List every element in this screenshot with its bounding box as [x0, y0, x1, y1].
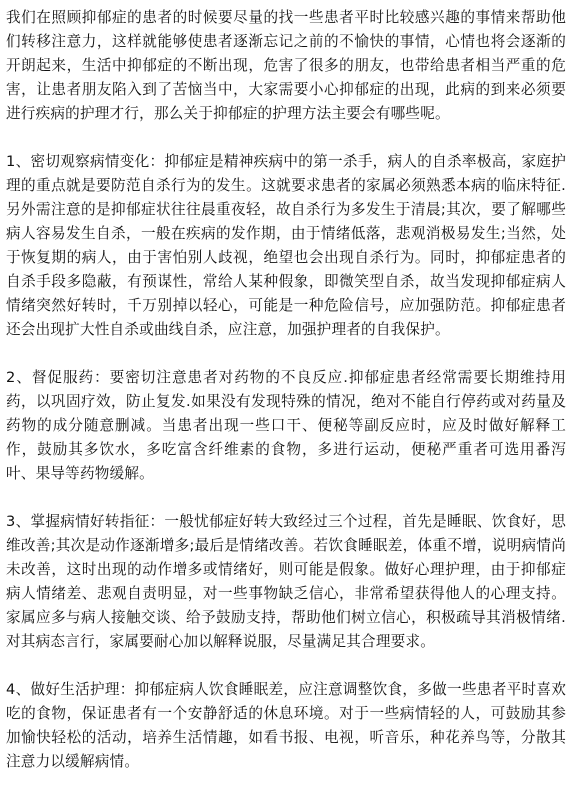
section-1-observe-condition: 1、密切观察病情变化：抑郁症是精神疾病中的第一杀手，病人的自杀率极高，家庭护理的重点就是要防范自杀行为的发生。这就要求患者的家属必须熟悉本病的临床特征.另外需注意的是抑郁症状往往晨重夜轻，故自杀行为多发生于清晨;其次，要了解哪些病人容易发生自杀，一般在疾病的发作期，由于情绪低落，悲观消极易发生;当然，处于恢复期的病人，由于害怕别人歧视，绝望也会出现自杀行为。同时，抑郁症患者的自杀手段多隐蔽，有预谋性，常给人某种假象，即微笑型自杀，故当发现抑郁症病人情绪突然好转时，千万别掉以轻心，可能是一种危险信号，应加强防范。抑郁症患者还会出现扩大性自杀或曲线自杀，应注意，加强护理者的自我保护。	[6, 153, 566, 338]
section-3-improvement-signs: 3、掌握病情好转指征：一般忧郁症好转大致经过三个过程，首先是睡眠、饮食好，思维改善;其次是动作逐渐增多;最后是情绪改善。若饮食睡眠差，体重不增，说明病情尚未改善，这时出现的动作增多或情绪好，则可能是假象。做好心理护理，由于抑郁症病人情绪差、悲观自责明显，对一些事物缺乏信心，非常希望获得他人的心理支持。家属应多与病人接触交谈、给予鼓励支持，帮助他们树立信心，积极疏导其消极情绪.对其病态言行，家属要耐心加以解释说服，尽量满足其合理要求。	[6, 513, 566, 650]
section-2-medication: 2、督促服药：要密切注意患者对药物的不良反应.抑郁症患者经常需要长期维持用药，以巩固疗效，防止复发.如果没有发现特殊的情况，绝对不能自行停药或对药量及药物的成分随意删减。当患者出现一些口干、便秘等副反应时，应及时做好解释工作，鼓励其多饮水，多吃富含纤维素的食物，多进行运动，便秘严重者可选用番泻叶、果导等药物缓解。	[6, 369, 566, 482]
intro-paragraph: 我们在照顾抑郁症的患者的时候要尽量的找一些患者平时比较感兴趣的事情来帮助他们转移注意力，这样就能够使患者逐渐忘记之前的不愉快的事情，心情也将会逐渐的开朗起来，生活中抑郁症的不断出现，危害了很多的朋友，也带给患者相当严重的危害，让患者朋友陷入到了苦恼当中，大家需要小心抑郁症的出现，此病的到来必须要进行疾病的护理才行，那么关于抑郁症的护理方法主要会有哪些呢。	[6, 9, 566, 122]
section-4-daily-care: 4、做好生活护理：抑郁症病人饮食睡眠差，应注意调整饮食，多做一些患者平时喜欢吃的食物，保证患者有一个安静舒适的休息环境。对于一些病情轻的人，可鼓励其参加愉快轻松的活动，培养生活情趣，如看书报、电视，听音乐，种花养鸟等，分散其注意力以缓解病情。	[6, 681, 566, 770]
